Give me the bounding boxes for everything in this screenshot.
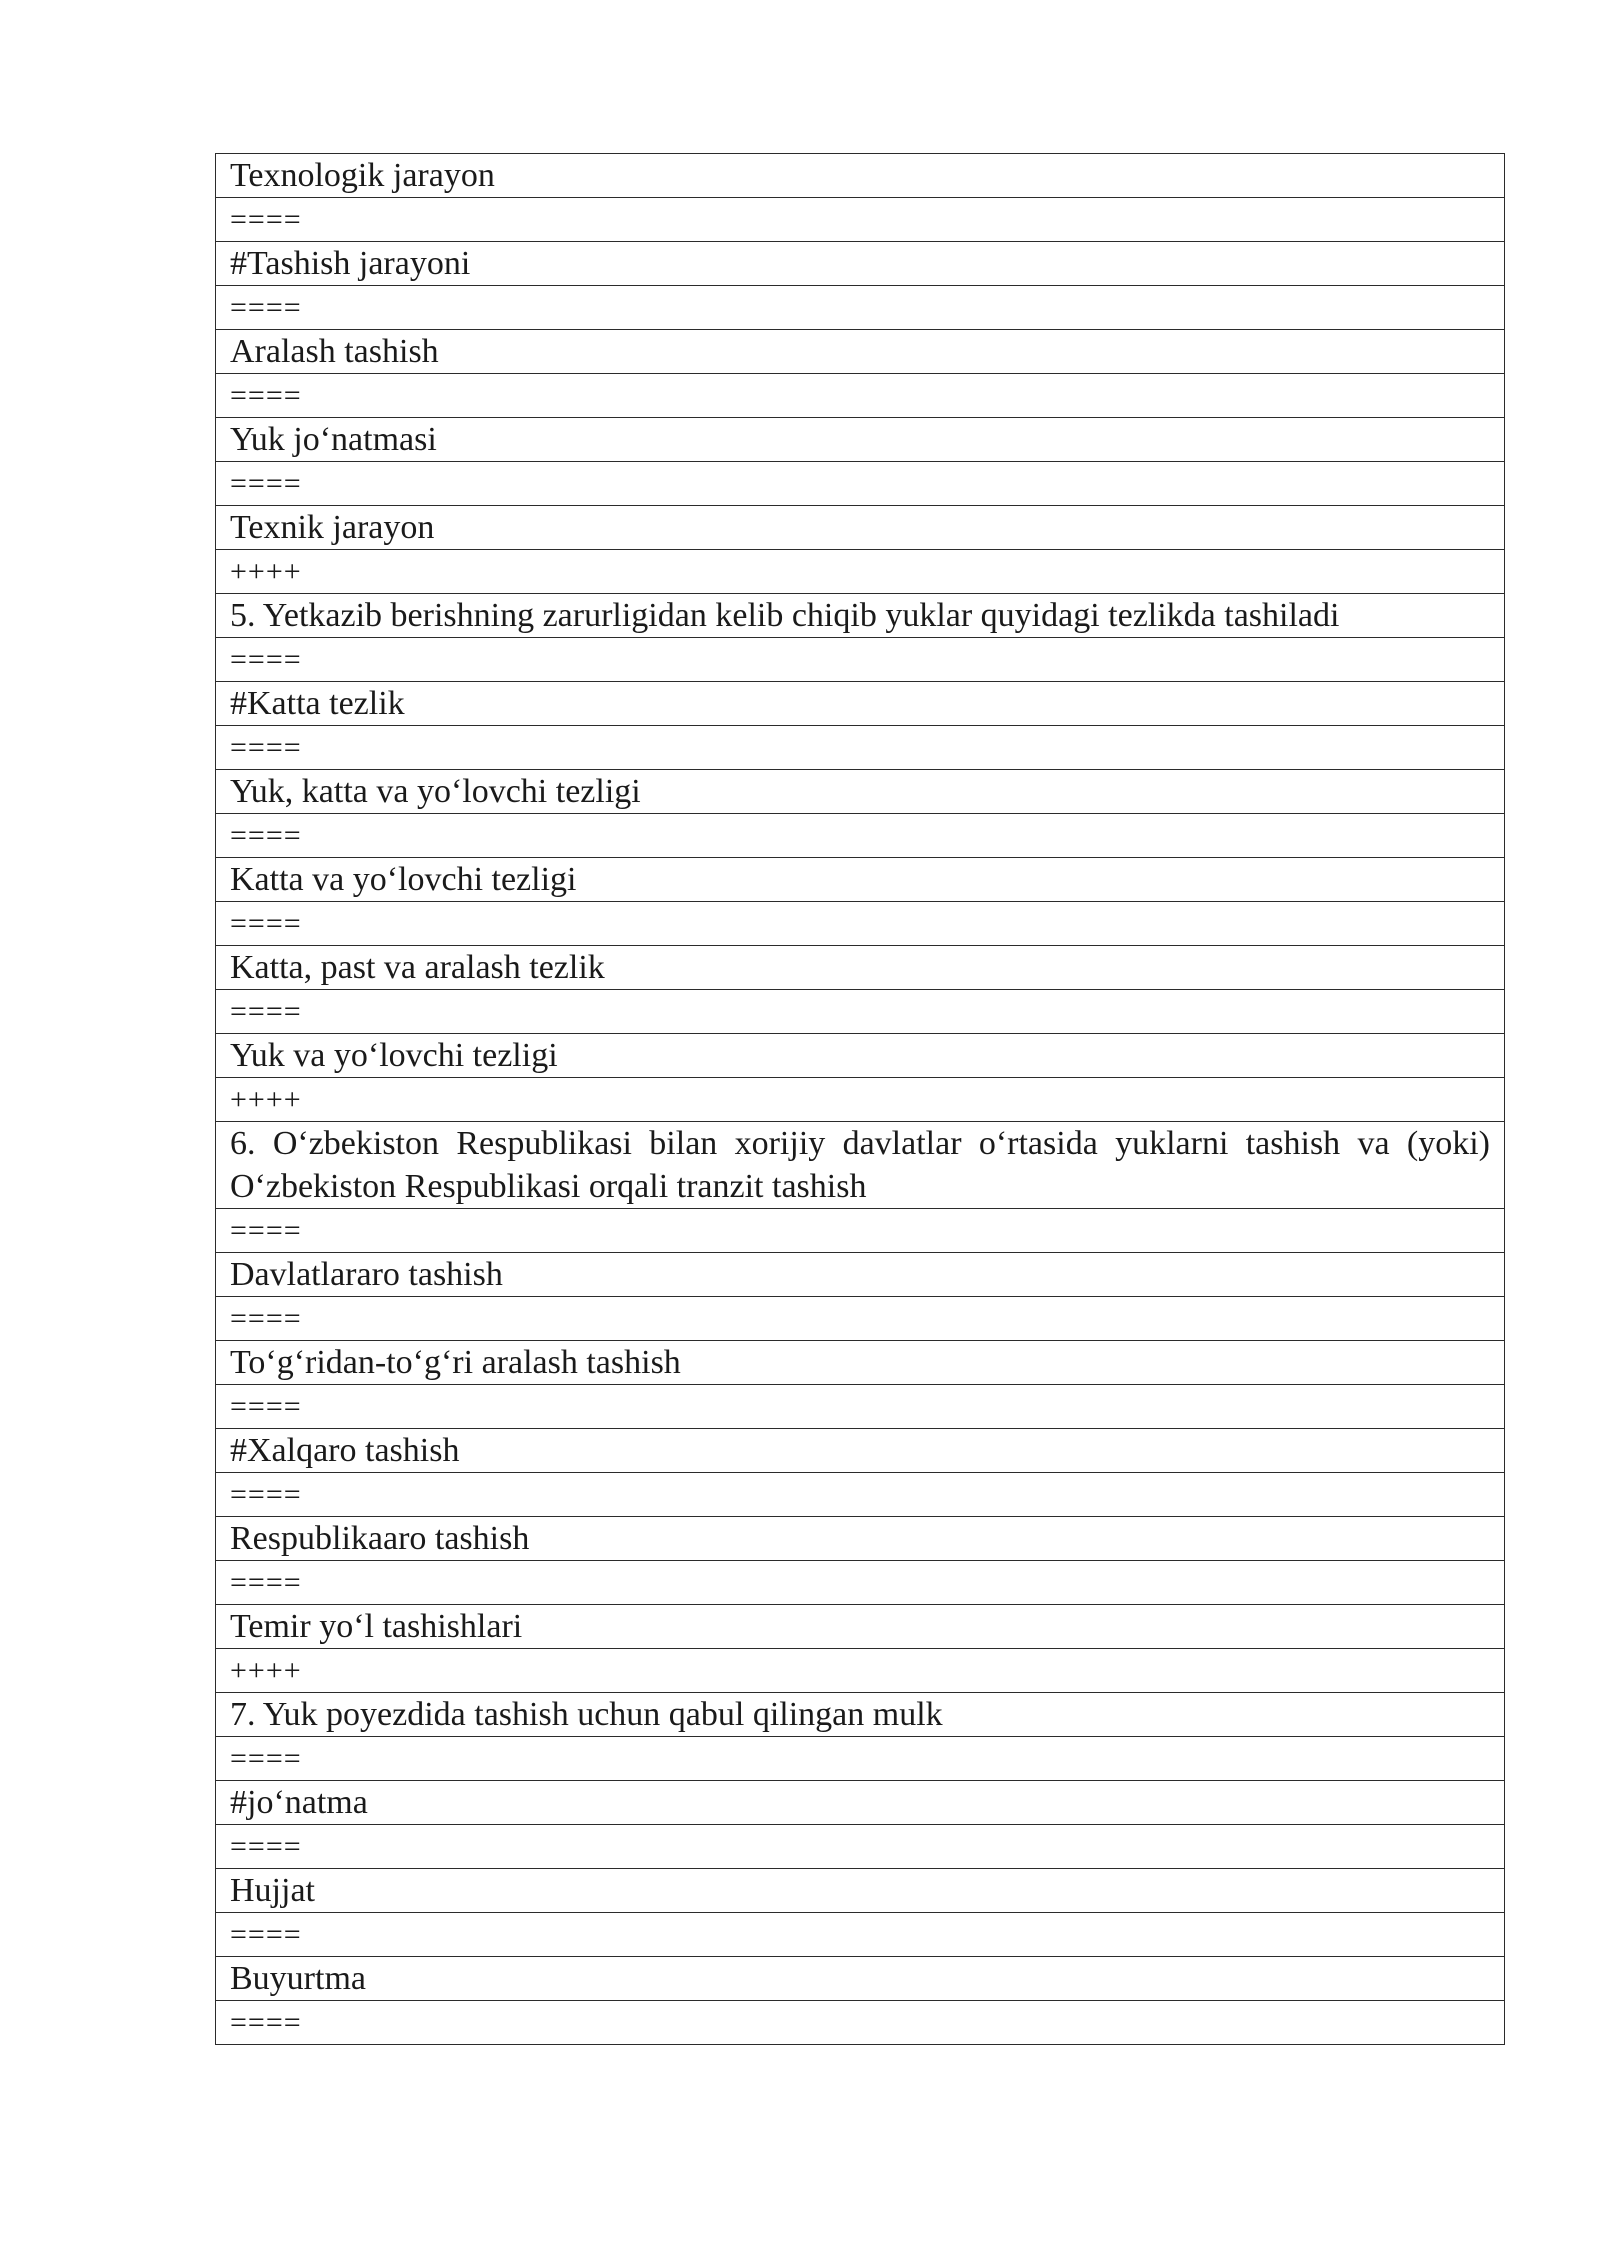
separator: ==== xyxy=(216,1825,1505,1869)
answer-option: Yuk, katta va yo‘lovchi tezligi xyxy=(216,770,1505,814)
table-row xyxy=(216,990,1505,1034)
separator: ==== xyxy=(216,2001,1505,2045)
separator: ==== xyxy=(216,1297,1505,1341)
table-row xyxy=(216,638,1505,682)
table-row xyxy=(216,814,1505,858)
separator: ==== xyxy=(216,1737,1505,1781)
table-row xyxy=(216,154,1505,198)
table-row xyxy=(216,1957,1505,2001)
table-row xyxy=(216,2001,1505,2045)
separator: ==== xyxy=(216,726,1505,770)
table-row xyxy=(216,1605,1505,1649)
answer-option: Temir yo‘l tashishlari xyxy=(216,1605,1505,1649)
table-row xyxy=(216,462,1505,506)
answer-option: Hujjat xyxy=(216,1869,1505,1913)
table-row xyxy=(216,1649,1505,1693)
separator: ==== xyxy=(216,462,1505,506)
answer-option: Yuk jo‘natmasi xyxy=(216,418,1505,462)
answer-option: Yuk va yo‘lovchi tezligi xyxy=(216,1034,1505,1078)
table-row xyxy=(216,330,1505,374)
answer-option: Texnologik jarayon xyxy=(216,154,1505,198)
answer-option: Texnik jarayon xyxy=(216,506,1505,550)
answer-option: To‘g‘ridan-to‘g‘ri aralash tashish xyxy=(216,1341,1505,1385)
table-row xyxy=(216,1693,1505,1737)
table-row xyxy=(216,1034,1505,1078)
correct-answer-option: #Katta tezlik xyxy=(216,682,1505,726)
answer-option: Buyurtma xyxy=(216,1957,1505,2001)
separator: ==== xyxy=(216,814,1505,858)
table-row xyxy=(216,418,1505,462)
quiz-table xyxy=(215,153,1505,2045)
question-separator: ++++ xyxy=(216,1649,1505,1693)
table-row xyxy=(216,374,1505,418)
question-text: 7. Yuk poyezdida tashish uchun qabul qilingan mulk xyxy=(216,1693,1505,1737)
table-row xyxy=(216,1385,1505,1429)
table-row xyxy=(216,946,1505,990)
table-row xyxy=(216,1825,1505,1869)
question-text: 5. Yetkazib berishning zarurligidan kelib chiqib yuklar quyidagi tezlikda tashiladi xyxy=(216,594,1505,638)
table-row xyxy=(216,1429,1505,1473)
answer-option: Katta, past va aralash tezlik xyxy=(216,946,1505,990)
table-row xyxy=(216,594,1505,638)
question-separator: ++++ xyxy=(216,550,1505,594)
table-row xyxy=(216,1737,1505,1781)
separator: ==== xyxy=(216,374,1505,418)
table-row xyxy=(216,1517,1505,1561)
table-row xyxy=(216,1297,1505,1341)
table-row xyxy=(216,858,1505,902)
table-row xyxy=(216,902,1505,946)
table-row xyxy=(216,1253,1505,1297)
separator: ==== xyxy=(216,1473,1505,1517)
table-row xyxy=(216,1869,1505,1913)
question-separator: ++++ xyxy=(216,1078,1505,1122)
table-row xyxy=(216,1341,1505,1385)
answer-option: Katta va yo‘lovchi tezligi xyxy=(216,858,1505,902)
separator: ==== xyxy=(216,1913,1505,1957)
table-row xyxy=(216,1078,1505,1122)
answer-option: Davlatlararo tashish xyxy=(216,1253,1505,1297)
correct-answer-option: #Xalqaro tashish xyxy=(216,1429,1505,1473)
table-row xyxy=(216,770,1505,814)
separator: ==== xyxy=(216,286,1505,330)
separator: ==== xyxy=(216,638,1505,682)
table-row xyxy=(216,242,1505,286)
separator: ==== xyxy=(216,1561,1505,1605)
table-row xyxy=(216,682,1505,726)
separator: ==== xyxy=(216,902,1505,946)
answer-option: Respublikaaro tashish xyxy=(216,1517,1505,1561)
question-text: 6. O‘zbekiston Respublikasi bilan xorijiy davlatlar o‘rtasida yuklarni tashish va (yoki) O‘zbekiston Respublikasi orqali tranzit tashish xyxy=(216,1122,1505,1209)
separator: ==== xyxy=(216,198,1505,242)
answer-option: Aralash tashish xyxy=(216,330,1505,374)
table-row xyxy=(216,1209,1505,1253)
table-row xyxy=(216,550,1505,594)
table-row xyxy=(216,1561,1505,1605)
separator: ==== xyxy=(216,1209,1505,1253)
table-row xyxy=(216,1913,1505,1957)
table-row xyxy=(216,1473,1505,1517)
table-row xyxy=(216,198,1505,242)
table-row xyxy=(216,506,1505,550)
separator: ==== xyxy=(216,990,1505,1034)
table-row xyxy=(216,726,1505,770)
correct-answer-option: #jo‘natma xyxy=(216,1781,1505,1825)
table-row xyxy=(216,1122,1505,1209)
table-row xyxy=(216,286,1505,330)
correct-answer-option: #Tashish jarayoni xyxy=(216,242,1505,286)
table-row xyxy=(216,1781,1505,1825)
separator: ==== xyxy=(216,1385,1505,1429)
